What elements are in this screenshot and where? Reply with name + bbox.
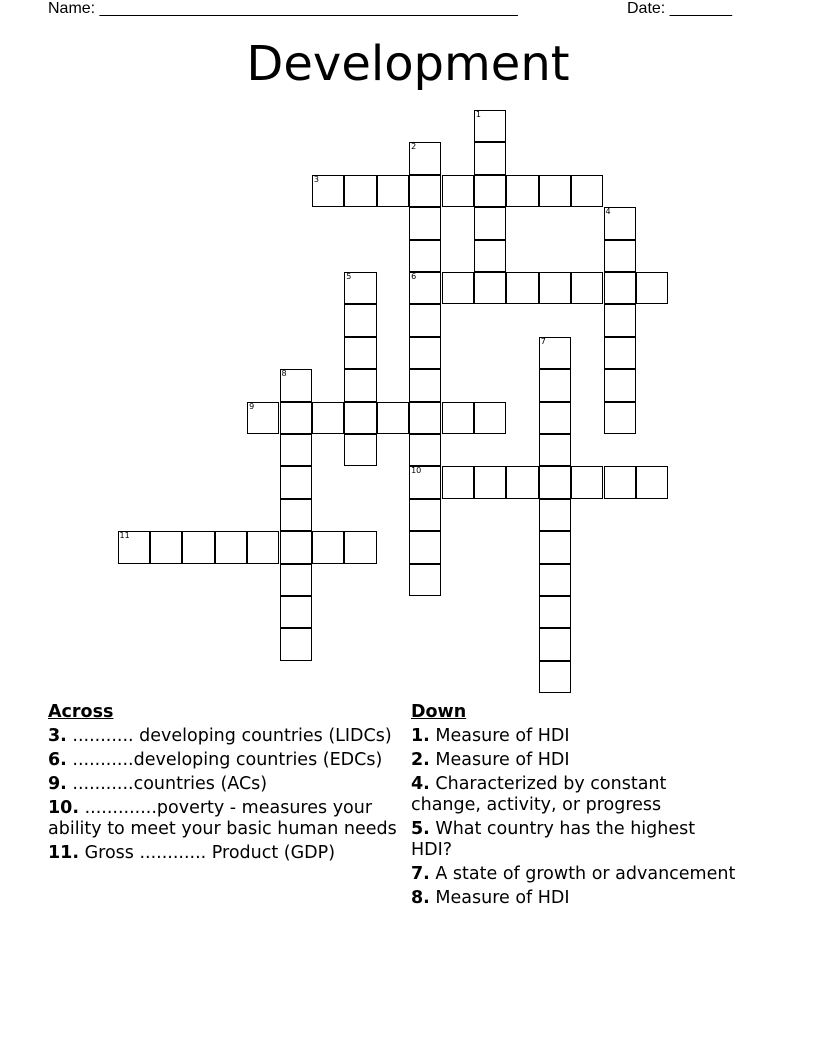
grid-cell[interactable] (409, 337, 441, 369)
clue-number: 5 (346, 272, 352, 281)
date-line: Date: _______ (627, 0, 732, 17)
grid-cell[interactable] (280, 434, 312, 466)
clue-number: 1. (411, 726, 430, 746)
clue-text: .............poverty - measures your ability to meet your basic human needs (48, 798, 397, 839)
grid-cell[interactable] (442, 402, 474, 434)
grid-cell[interactable] (182, 531, 214, 563)
clue-number: 2. (411, 750, 430, 770)
across-clues (48, 702, 398, 867)
grid-cell[interactable] (539, 466, 571, 498)
grid-cell[interactable] (571, 272, 603, 304)
grid-cell[interactable] (344, 337, 376, 369)
grid-cell[interactable] (247, 402, 279, 434)
grid-cell[interactable] (344, 434, 376, 466)
clue-text: A state of growth or advancement (429, 864, 736, 884)
grid-cell[interactable] (539, 369, 571, 401)
grid-cell[interactable] (442, 466, 474, 498)
grid-cell[interactable] (409, 466, 441, 498)
clue-number: 2 (411, 142, 417, 152)
clue-number: 4. (411, 774, 430, 794)
grid-cell[interactable] (604, 337, 636, 369)
grid-cell[interactable] (442, 175, 474, 207)
grid-cell[interactable] (604, 402, 636, 434)
clue-text: Measure of HDI (429, 888, 570, 908)
grid-cell[interactable] (539, 402, 571, 434)
grid-cell[interactable] (409, 272, 441, 304)
grid-cell[interactable] (280, 402, 312, 434)
grid-cell[interactable] (636, 466, 668, 498)
across-clue (48, 843, 398, 864)
grid-cell[interactable] (409, 402, 441, 434)
clue-number: 1 (475, 110, 481, 119)
grid-cell[interactable] (280, 564, 312, 596)
clue-text: Measure of HDI (429, 726, 570, 746)
grid-cell[interactable] (280, 466, 312, 498)
grid-cell[interactable] (474, 240, 506, 272)
clue-number: 4 (605, 207, 611, 217)
grid-cell[interactable] (280, 499, 312, 531)
grid-cell[interactable] (409, 207, 441, 239)
clue-number: 9. (48, 774, 67, 794)
grid-cell[interactable] (409, 240, 441, 272)
grid-cell[interactable] (409, 434, 441, 466)
clue-number: 9 (249, 401, 255, 411)
grid-cell[interactable] (539, 531, 571, 563)
across-clue-list (48, 726, 398, 864)
grid-cell[interactable] (409, 175, 441, 207)
grid-cell[interactable] (409, 142, 441, 174)
grid-cell[interactable] (377, 402, 409, 434)
clue-number: 6 (411, 272, 417, 281)
grid-cell[interactable] (604, 207, 636, 239)
clue-text: Measure of HDI (429, 750, 570, 770)
clue-number: 8. (411, 888, 430, 908)
clue-number: 7 (540, 336, 546, 346)
clue-text: What country has the highest HDI? (411, 819, 696, 860)
across-clue (48, 726, 398, 747)
grid-cell[interactable] (312, 402, 344, 434)
grid-cell[interactable] (474, 110, 506, 142)
clue-number: 11 (119, 531, 130, 541)
grid-cell[interactable] (506, 466, 538, 498)
grid-cell[interactable] (409, 531, 441, 563)
grid-cell[interactable] (474, 175, 506, 207)
grid-cell[interactable] (377, 175, 409, 207)
down-clue (411, 864, 741, 885)
grid-cell[interactable] (539, 596, 571, 628)
grid-cell[interactable] (539, 272, 571, 304)
clue-number: 6. (48, 750, 67, 770)
name-line: Name: _______________________________________________ (48, 0, 518, 17)
grid-cell[interactable] (215, 531, 247, 563)
grid-cell[interactable] (539, 628, 571, 660)
grid-cell[interactable] (344, 531, 376, 563)
grid-cell[interactable] (280, 628, 312, 660)
down-clue-list (411, 726, 741, 909)
clue-number: 10. (48, 798, 80, 818)
grid-cell[interactable] (442, 272, 474, 304)
grid-cell[interactable] (344, 175, 376, 207)
grid-cell[interactable] (474, 402, 506, 434)
grid-cell[interactable] (604, 466, 636, 498)
grid-cell[interactable] (539, 564, 571, 596)
grid-cell[interactable] (409, 499, 441, 531)
grid-cell[interactable] (344, 272, 376, 304)
grid-cell[interactable] (118, 531, 150, 563)
grid-cell[interactable] (474, 207, 506, 239)
grid-cell[interactable] (604, 304, 636, 336)
clue-number: 8 (281, 369, 287, 379)
grid-cell[interactable] (474, 142, 506, 174)
down-clue (411, 726, 741, 747)
grid-cell[interactable] (539, 499, 571, 531)
grid-cell[interactable] (409, 564, 441, 596)
across-clue (48, 798, 398, 840)
clue-number: 5. (411, 819, 430, 839)
down-clue (411, 819, 741, 861)
across-heading: Across (48, 702, 114, 722)
down-clue (411, 888, 741, 909)
clue-number: 3 (313, 174, 319, 184)
clue-text: ...........developing countries (EDCs) (66, 750, 383, 770)
down-heading: Down (411, 702, 467, 722)
grid-cell[interactable] (506, 272, 538, 304)
grid-cell[interactable] (409, 369, 441, 401)
grid-cell[interactable] (604, 240, 636, 272)
grid-cell[interactable] (474, 272, 506, 304)
grid-cell[interactable] (312, 531, 344, 563)
clue-text: Characterized by constant change, activity, or progress (411, 774, 667, 815)
down-clue (411, 774, 741, 816)
down-clues (411, 702, 741, 912)
grid-cell[interactable] (636, 272, 668, 304)
across-clue (48, 774, 398, 795)
grid-cell[interactable] (312, 175, 344, 207)
grid-cell[interactable] (344, 402, 376, 434)
grid-cell[interactable] (604, 272, 636, 304)
grid-cell[interactable] (344, 369, 376, 401)
clue-number: 10 (411, 466, 422, 476)
clue-text: ........... developing countries (LIDCs) (66, 726, 392, 746)
grid-cell[interactable] (506, 175, 538, 207)
grid-cell[interactable] (604, 369, 636, 401)
grid-cell[interactable] (280, 531, 312, 563)
grid-cell[interactable] (539, 175, 571, 207)
grid-cell[interactable] (539, 337, 571, 369)
clue-number: 3. (48, 726, 67, 746)
clue-text: ...........countries (ACs) (66, 774, 268, 794)
grid-cell[interactable] (571, 466, 603, 498)
grid-cell[interactable] (474, 466, 506, 498)
grid-cell[interactable] (150, 531, 182, 563)
grid-cell[interactable] (571, 175, 603, 207)
grid-cell[interactable] (409, 304, 441, 336)
down-clue (411, 750, 741, 771)
clue-text: Gross ............ Product (GDP) (79, 843, 336, 863)
grid-cell[interactable] (280, 369, 312, 401)
grid-cell[interactable] (344, 304, 376, 336)
across-clue (48, 750, 398, 771)
page-title: Development (246, 36, 570, 92)
clue-number: 7. (411, 864, 430, 884)
grid-cell[interactable] (247, 531, 279, 563)
grid-cell[interactable] (280, 596, 312, 628)
clue-number: 11. (48, 843, 80, 863)
grid-cell[interactable] (539, 434, 571, 466)
grid-cell[interactable] (539, 661, 571, 693)
